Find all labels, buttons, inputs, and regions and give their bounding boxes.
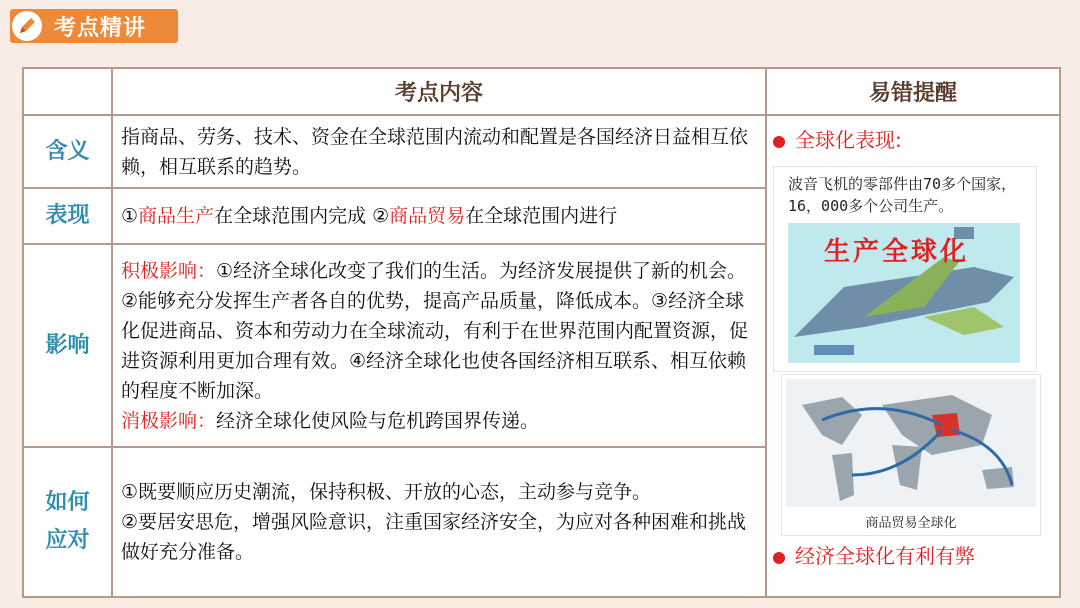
knowledge-table [22, 67, 1061, 598]
plane-banner: 生产全球化 [824, 237, 970, 267]
highlight-trade: 商品贸易 [389, 205, 466, 227]
warning-column [766, 115, 1060, 597]
label-line: 如何 [45, 490, 90, 515]
row-label-impact: 影响 [23, 244, 112, 447]
label-line: 应对 [45, 528, 90, 553]
header-empty-cell [23, 68, 112, 115]
text-segment: 在全球范围内进行 [465, 205, 618, 227]
header-warning: 易错提醒 [766, 68, 1060, 115]
bullet-icon [773, 552, 785, 564]
bullet-icon [773, 136, 785, 148]
response-line-1: ①既要顺应历史潮流，保持积极、开放的心态，主动参与竞争。 [121, 481, 652, 503]
row-label-manifestation: 表现 [23, 188, 112, 244]
response-text [112, 447, 766, 597]
section-title: 考点精讲 [54, 15, 147, 41]
highlight-production: 商品生产 [138, 205, 215, 227]
negative-impact-text: 经济全球化使风险与危机跨国界传递。 [216, 409, 540, 432]
meaning-text: 指商品、劳务、技术、资金在全球范围内流动和配置是各国经济日益相互依赖，相互联系的趋势。 [112, 115, 766, 188]
point1-text: 全球化表现: [795, 128, 902, 152]
positive-impact-label: 积极影响： [121, 259, 217, 282]
row-label-response [23, 447, 112, 597]
warning-point-1 [773, 124, 902, 153]
response-line-2: ②要居安思危，增强风险意识，注重国家经济安全，为应对各种困难和挑战做好充分准备。 [121, 511, 747, 563]
trade-map-image [781, 374, 1041, 536]
world-map-illustration [782, 375, 1040, 535]
plane-illustration [774, 167, 1036, 371]
warning-point-2 [773, 540, 975, 569]
plane-production-image [773, 166, 1037, 372]
plane-caption: 波音飞机的零部件由70多个国家，16，000多个公司生产。 [788, 175, 1017, 215]
impact-text [112, 244, 766, 447]
positive-impact-text: ①经济全球化改变了我们的生活。为经济发展提供了新的机会。②能够充分发挥生产者各自的优势，提高产品质量，降低成本。③经济全球化促进商品、资本和劳动力在全球流动，有利于在世界范围内配置资源，促进资源利用更加合理有效。④经济全球化也使各国经济相互联系、相互依赖的程度不断加深。 [121, 259, 749, 402]
manifestation-text [112, 188, 766, 244]
pen-icon [12, 11, 42, 41]
table-row [23, 115, 1060, 188]
row-label-meaning: 含义 [23, 115, 112, 188]
item-number: ① [121, 205, 139, 227]
table-header-row [23, 68, 1060, 115]
map-caption: 商品贸易全球化 [865, 516, 957, 531]
header-content: 考点内容 [112, 68, 766, 115]
section-badge [10, 9, 178, 43]
negative-impact-label: 消极影响： [121, 409, 217, 432]
point2-text: 经济全球化有利有弊 [795, 544, 975, 568]
text-segment: 在全球范围内完成 ② [214, 205, 390, 227]
